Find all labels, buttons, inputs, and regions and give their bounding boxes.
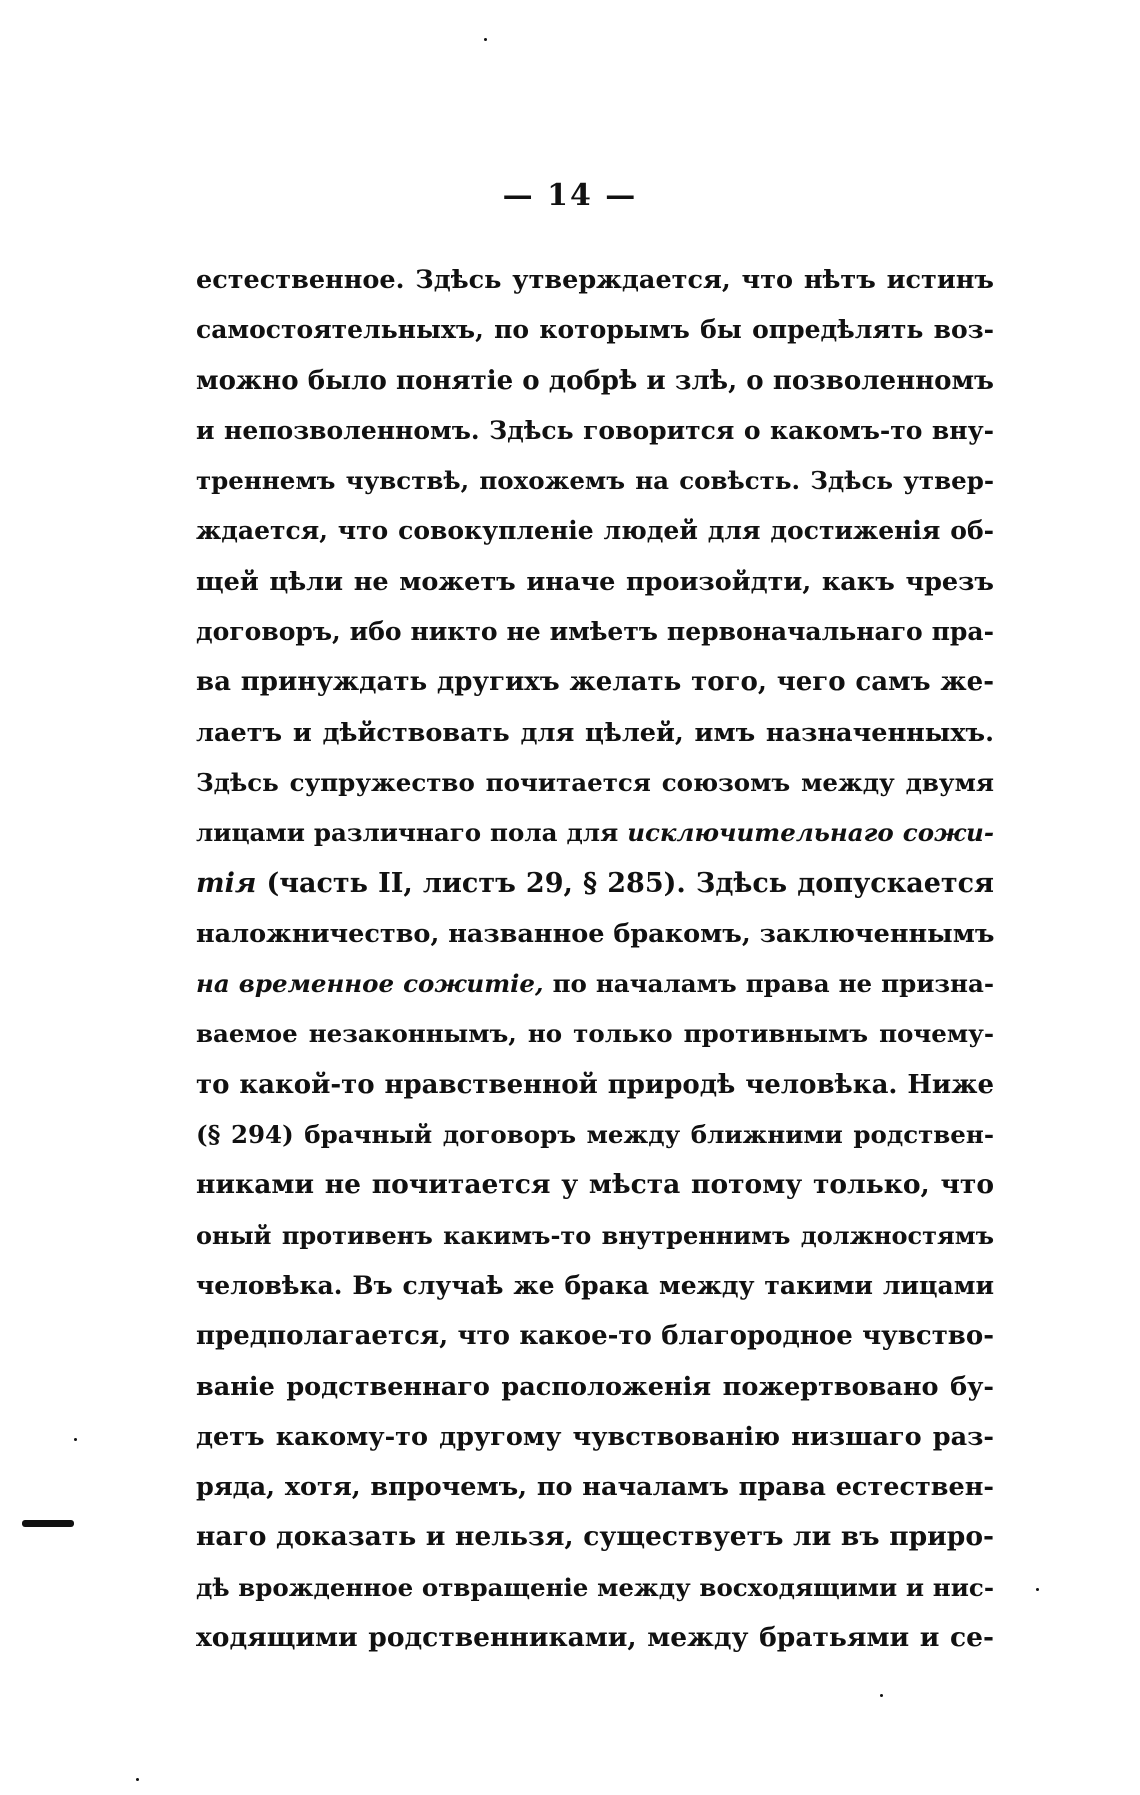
scan-speck (1036, 1588, 1039, 1591)
text-line (196, 1261, 994, 1311)
text-segment: предполагается, что какое-то благородное чувство- (196, 1321, 994, 1352)
text-line (196, 859, 994, 909)
text-line (196, 356, 994, 406)
text-line (196, 506, 994, 556)
text-segment: наложничество, названное бракомъ, заключеннымъ (196, 918, 994, 949)
text-segment: Здѣсь супружество почитается союзомъ между двумя (196, 767, 994, 797)
text-line (196, 1462, 994, 1512)
text-line (196, 1110, 994, 1160)
text-line (196, 1311, 994, 1361)
text-segment: никами не почитается у мѣста потому только, что (196, 1169, 994, 1201)
text-segment: наго доказать и нельзя, существуетъ ли въ приро- (196, 1521, 994, 1553)
text-segment: лаетъ и дѣйствовать для цѣлей, имъ назначенныхъ. (196, 717, 994, 748)
text-segment: ваемое незаконнымъ, но только противнымъ почему- (196, 1019, 994, 1049)
text-line (196, 1412, 994, 1462)
italic-text-segment: тія (196, 867, 257, 899)
text-line (196, 1009, 994, 1059)
text-segment: ряда, хотя, впрочемъ, по началамъ права естествен- (196, 1472, 994, 1503)
text-segment: то какой-то нравственной природѣ человѣка. Ниже (196, 1069, 994, 1100)
text-segment: ходящими родственниками, между братьями и се- (196, 1622, 994, 1654)
text-segment: лицами различнаго пола для (196, 818, 628, 848)
scan-speck (880, 1694, 883, 1697)
text-line (196, 909, 994, 959)
text-segment: и непозволенномъ. Здѣсь говорится о какомъ-то вну- (196, 415, 994, 445)
text-line (196, 456, 994, 506)
text-segment: договоръ, ибо никто не имѣетъ первоначальнаго пра- (196, 617, 994, 647)
page-number: — 14 — (502, 178, 638, 213)
italic-text-segment: на временное сожитіе, (196, 969, 544, 999)
text-line (196, 708, 994, 758)
text-line (196, 1512, 994, 1562)
text-segment: ва принуждать другихъ желать того, чего самъ же- (196, 667, 994, 698)
italic-text-segment: исключительнаго сожи- (627, 818, 994, 848)
text-line (196, 758, 994, 808)
text-line (196, 959, 994, 1009)
text-segment: естественное. Здѣсь утверждается, что нѣтъ истинъ (196, 265, 994, 295)
scan-edge-mark (22, 1520, 74, 1527)
text-line (196, 305, 994, 355)
text-line (196, 1160, 994, 1210)
text-line (196, 1362, 994, 1412)
scan-speck (484, 38, 487, 41)
text-segment: человѣка. Въ случаѣ же брака между такими лицами (196, 1270, 994, 1300)
text-line (196, 657, 994, 707)
text-segment: дѣ врожденное отвращеніе между восходящими и нис- (196, 1572, 994, 1602)
text-segment: самостоятельныхъ, по которымъ бы опредѣлять воз- (196, 315, 994, 345)
text-segment: ваніе родственнаго расположенія пожертвовано бу- (196, 1371, 994, 1402)
text-line (196, 557, 994, 607)
text-segment: по началамъ права не призна- (543, 969, 994, 999)
text-segment: оный противенъ какимъ-то внутреннимъ должностямъ (196, 1220, 994, 1250)
scan-speck (74, 1438, 77, 1441)
text-segment: (часть II, листъ 29, § 285). Здѣсь допускается (256, 867, 994, 899)
text-segment: щей цѣли не можетъ иначе произойдти, какъ чрезъ (196, 566, 994, 597)
text-line (196, 1563, 994, 1613)
text-segment: треннемъ чувствѣ, похожемъ на совѣсть. Здѣсь утвер- (196, 466, 994, 496)
text-segment: детъ какому-то другому чувствованію низшаго раз- (196, 1421, 994, 1452)
text-line (196, 808, 994, 858)
text-segment: ждается, что совокупленіе людей для достиженія об- (196, 516, 994, 546)
text-line (196, 607, 994, 657)
text-line (196, 406, 994, 456)
text-line (196, 1211, 994, 1261)
scan-speck (136, 1778, 139, 1781)
text-segment: (§ 294) брачный договоръ между ближними родствен- (196, 1120, 994, 1150)
text-line (196, 1613, 994, 1663)
text-segment: можно было понятіе о добрѣ и злѣ, о позволенномъ (196, 365, 994, 396)
text-line (196, 255, 994, 305)
body-text (196, 255, 994, 1663)
text-line (196, 1060, 994, 1110)
